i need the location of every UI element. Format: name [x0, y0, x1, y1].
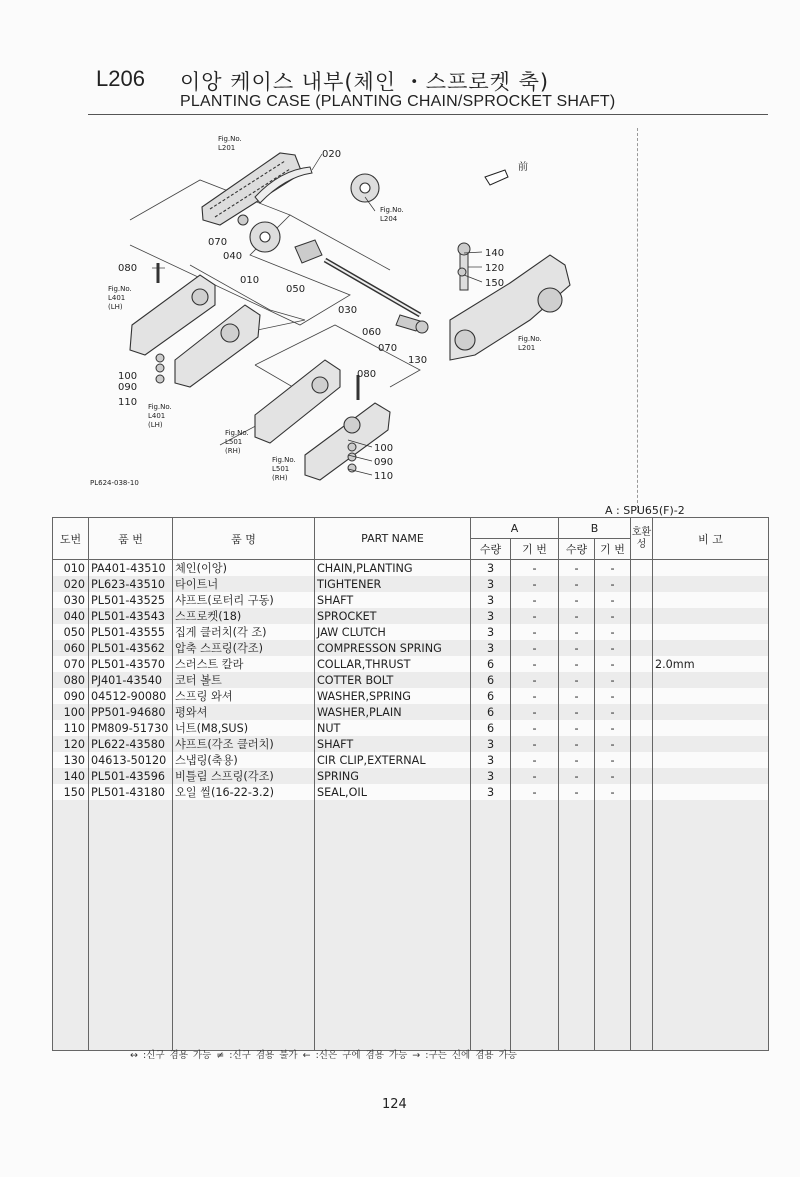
label-060: 060 — [362, 327, 382, 338]
cell-serial-b: - — [595, 640, 631, 656]
empty-cell — [315, 800, 471, 1051]
cell-qty-b: - — [559, 608, 595, 624]
cell-ref: 150 — [53, 784, 89, 800]
cell-swap — [631, 560, 653, 577]
empty-cell — [53, 800, 89, 1051]
drawing-code: PL624-038-10 — [90, 479, 139, 487]
cell-serial-b: - — [595, 704, 631, 720]
front-direction-arrow — [485, 170, 508, 185]
title-divider — [88, 114, 768, 115]
label-080-right: 080 — [357, 369, 377, 380]
figref-l201-top-a: Fig.No. — [218, 135, 242, 143]
drive-sprocket — [250, 222, 280, 252]
cell-serial-b: - — [595, 592, 631, 608]
cell-remarks — [653, 640, 769, 656]
cell-serial-a: - — [511, 608, 559, 624]
cell-qty-b: - — [559, 688, 595, 704]
cell-name-ko: 체인(이앙) — [173, 560, 315, 577]
cell-name-ko: 비틀림 스프링(각조) — [173, 768, 315, 784]
cell-qty-a: 6 — [471, 656, 511, 672]
table-row — [53, 576, 769, 592]
label-100-right: 100 — [374, 443, 394, 454]
table-row — [53, 736, 769, 752]
cell-name-ko: 샤프트(각조 클러치) — [173, 736, 315, 752]
cell-qty-a: 3 — [471, 752, 511, 768]
figref-l501a-c: (RH) — [225, 447, 241, 455]
label-090-right: 090 — [374, 457, 394, 468]
cell-swap — [631, 752, 653, 768]
cell-part-name: WASHER,SPRING — [315, 688, 471, 704]
cell-serial-b: - — [595, 672, 631, 688]
cell-remarks — [653, 752, 769, 768]
figref-l501b-a: Fig.No. — [272, 456, 296, 464]
table-row — [53, 704, 769, 720]
section-code: L206 — [96, 66, 145, 91]
figref-l201-right-a: Fig.No. — [518, 335, 542, 343]
label-020: 020 — [322, 149, 342, 160]
cell-remarks — [653, 560, 769, 577]
cell-name-ko: 스프링 와셔 — [173, 688, 315, 704]
cell-qty-b: - — [559, 656, 595, 672]
cell-serial-a: - — [511, 576, 559, 592]
cell-ref: 080 — [53, 672, 89, 688]
cell-ref: 140 — [53, 768, 89, 784]
header-serial-a: 기 번 — [511, 539, 559, 560]
label-030: 030 — [338, 305, 358, 316]
cell-part-name: COLLAR,THRUST — [315, 656, 471, 672]
cell-remarks — [653, 688, 769, 704]
label-050: 050 — [286, 284, 306, 295]
cell-part-no: PJ401-43540 — [89, 672, 173, 688]
collar-washer — [238, 215, 248, 225]
cell-serial-b: - — [595, 688, 631, 704]
cell-qty-a: 3 — [471, 576, 511, 592]
label-110-left: 110 — [118, 397, 138, 408]
figref-l204-a: Fig.No. — [380, 206, 404, 214]
cell-qty-b: - — [559, 672, 595, 688]
cell-serial-b: - — [595, 736, 631, 752]
cell-remarks — [653, 592, 769, 608]
cell-remarks — [653, 608, 769, 624]
cell-ref: 070 — [53, 656, 89, 672]
cell-part-no: PL501-43596 — [89, 768, 173, 784]
cell-serial-a: - — [511, 672, 559, 688]
empty-cell — [173, 800, 315, 1051]
cell-serial-a: - — [511, 768, 559, 784]
empty-cell — [511, 800, 559, 1051]
table-header-row-1 — [53, 518, 769, 539]
cell-part-no: PL623-43510 — [89, 576, 173, 592]
cell-swap — [631, 608, 653, 624]
cell-swap — [631, 672, 653, 688]
cell-qty-a: 3 — [471, 768, 511, 784]
cell-ref: 040 — [53, 608, 89, 624]
left-chain-case — [130, 275, 260, 387]
cell-part-name: SEAL,OIL — [315, 784, 471, 800]
figref-l501b-c: (RH) — [272, 474, 288, 482]
thrust-collar — [416, 321, 428, 333]
front-direction-mark: 前 — [518, 162, 528, 173]
cell-part-name: SHAFT — [315, 736, 471, 752]
oil-seal — [458, 268, 466, 276]
cell-part-no: PM809-51730 — [89, 720, 173, 736]
label-070-upper: 070 — [208, 237, 228, 248]
cell-qty-a: 3 — [471, 560, 511, 577]
cell-qty-a: 3 — [471, 784, 511, 800]
figref-l401b-c: (LH) — [148, 421, 163, 429]
cell-part-name: TIGHTENER — [315, 576, 471, 592]
figref-l501a-a: Fig.No. — [225, 429, 249, 437]
cell-qty-a: 3 — [471, 640, 511, 656]
cell-qty-a: 3 — [471, 592, 511, 608]
table-row — [53, 592, 769, 608]
cell-name-ko: 오일 씰(16-22-3.2) — [173, 784, 315, 800]
label-010: 010 — [240, 275, 260, 286]
table-row — [53, 560, 769, 577]
table-empty-space — [53, 800, 769, 1051]
table-row — [53, 784, 769, 800]
cell-qty-b: - — [559, 720, 595, 736]
cell-qty-b: - — [559, 576, 595, 592]
cell-serial-b: - — [595, 656, 631, 672]
cell-remarks — [653, 768, 769, 784]
header-name-ko: 품 명 — [173, 518, 315, 560]
cell-part-name: NUT — [315, 720, 471, 736]
figref-l401a-c: (LH) — [108, 303, 123, 311]
label-140: 140 — [485, 248, 505, 259]
label-150: 150 — [485, 278, 505, 289]
cell-serial-a: - — [511, 784, 559, 800]
cell-remarks — [653, 736, 769, 752]
cell-part-name: WASHER,PLAIN — [315, 704, 471, 720]
cell-swap — [631, 704, 653, 720]
header-part-no: 품 번 — [89, 518, 173, 560]
figref-l401b-b: L401 — [148, 412, 166, 420]
cell-part-no: PL501-43543 — [89, 608, 173, 624]
parts-table-body — [53, 560, 769, 1051]
cell-qty-a: 3 — [471, 608, 511, 624]
cell-ref: 050 — [53, 624, 89, 640]
empty-cell — [595, 800, 631, 1051]
cell-serial-a: - — [511, 704, 559, 720]
header-remarks: 비 고 — [653, 518, 769, 560]
cell-name-ko: 집게 클러치(각 조) — [173, 624, 315, 640]
cell-remarks — [653, 624, 769, 640]
cell-serial-a: - — [511, 656, 559, 672]
cell-part-no: PL501-43570 — [89, 656, 173, 672]
label-100-left: 100 — [118, 371, 138, 382]
cell-ref: 010 — [53, 560, 89, 577]
cell-swap — [631, 720, 653, 736]
table-row — [53, 656, 769, 672]
cell-serial-b: - — [595, 624, 631, 640]
label-110-right: 110 — [374, 471, 394, 482]
cell-swap — [631, 736, 653, 752]
label-120: 120 — [485, 263, 505, 274]
cell-ref: 060 — [53, 640, 89, 656]
cell-qty-a: 6 — [471, 720, 511, 736]
table-row — [53, 688, 769, 704]
cell-name-ko: 타이트너 — [173, 576, 315, 592]
empty-cell — [471, 800, 511, 1051]
cell-serial-b: - — [595, 784, 631, 800]
cell-serial-a: - — [511, 624, 559, 640]
cell-qty-b: - — [559, 560, 595, 577]
cell-ref: 100 — [53, 704, 89, 720]
cell-part-name: SPROCKET — [315, 608, 471, 624]
cell-remarks — [653, 704, 769, 720]
cell-serial-b: - — [595, 768, 631, 784]
figref-l204-b: L204 — [380, 215, 398, 223]
cell-part-no: PL501-43180 — [89, 784, 173, 800]
table-row — [53, 672, 769, 688]
figref-l401a-a: Fig.No. — [108, 285, 132, 293]
cell-serial-a: - — [511, 736, 559, 752]
compatibility-legend: ↔ :신구 겸용 가능 ≠ :신구 겸용 불가 ← :신은 구에 겸용 가능 → :구는 신에 겸용 가능 — [130, 1050, 517, 1061]
cell-serial-b: - — [595, 608, 631, 624]
cell-part-name: COTTER BOLT — [315, 672, 471, 688]
empty-cell — [653, 800, 769, 1051]
cell-qty-b: - — [559, 592, 595, 608]
header-qty-a: 수량 — [471, 539, 511, 560]
label-130: 130 — [408, 355, 428, 366]
label-080-left: 080 — [118, 263, 138, 274]
cell-name-ko: 스냅링(축용) — [173, 752, 315, 768]
cell-qty-b: - — [559, 624, 595, 640]
cell-qty-a: 3 — [471, 624, 511, 640]
cell-part-no: PL622-43580 — [89, 736, 173, 752]
cell-part-no: PL501-43555 — [89, 624, 173, 640]
cell-serial-a: - — [511, 560, 559, 577]
figref-l501a-b: L501 — [225, 438, 243, 446]
figref-l201-right-b: L201 — [518, 344, 536, 352]
cell-serial-a: - — [511, 688, 559, 704]
cell-qty-b: - — [559, 768, 595, 784]
cell-qty-b: - — [559, 752, 595, 768]
empty-cell — [631, 800, 653, 1051]
cell-part-name: SHAFT — [315, 592, 471, 608]
cell-swap — [631, 624, 653, 640]
table-row — [53, 608, 769, 624]
cell-swap — [631, 576, 653, 592]
model-designation: A : SPU65(F)-2 — [605, 504, 685, 517]
cell-ref: 030 — [53, 592, 89, 608]
cell-name-ko: 코터 볼트 — [173, 672, 315, 688]
cell-name-ko: 너트(M8,SUS) — [173, 720, 315, 736]
cell-name-ko: 평와셔 — [173, 704, 315, 720]
cell-part-no: 04613-50120 — [89, 752, 173, 768]
cell-part-name: COMPRESSON SPRING — [315, 640, 471, 656]
cell-swap — [631, 784, 653, 800]
cell-serial-b: - — [595, 560, 631, 577]
header-qty-b: 수량 — [559, 539, 595, 560]
cell-qty-b: - — [559, 704, 595, 720]
cell-part-name: CIR CLIP,EXTERNAL — [315, 752, 471, 768]
cell-name-ko: 압축 스프링(각조) — [173, 640, 315, 656]
header-ref: 도번 — [53, 518, 89, 560]
cell-swap — [631, 656, 653, 672]
cell-part-no: PP501-94680 — [89, 704, 173, 720]
table-row — [53, 768, 769, 784]
cell-serial-b: - — [595, 720, 631, 736]
empty-cell — [559, 800, 595, 1051]
cell-qty-b: - — [559, 784, 595, 800]
cell-part-no: PL501-43562 — [89, 640, 173, 656]
cell-swap — [631, 688, 653, 704]
label-040: 040 — [223, 251, 243, 262]
figref-l201-top-b: L201 — [218, 144, 236, 152]
cell-part-no: PL501-43525 — [89, 592, 173, 608]
cell-part-name: SPRING — [315, 768, 471, 784]
header-part-name: PART NAME — [315, 518, 471, 560]
figref-l401a-b: L401 — [108, 294, 126, 302]
page-title-korean: 이앙 케이스 내부(체인 ・스프로켓 축) — [180, 70, 550, 94]
header-swap: 호환성 — [631, 518, 653, 560]
cell-qty-b: - — [559, 736, 595, 752]
table-row — [53, 624, 769, 640]
cell-swap — [631, 592, 653, 608]
table-row — [53, 640, 769, 656]
torsion-spring — [458, 243, 470, 255]
header-group-b: B — [559, 518, 631, 539]
cell-ref: 020 — [53, 576, 89, 592]
cell-part-no: 04512-90080 — [89, 688, 173, 704]
figref-l401b-a: Fig.No. — [148, 403, 172, 411]
cell-remarks — [653, 672, 769, 688]
cell-name-ko: 샤프트(로터리 구동) — [173, 592, 315, 608]
jaw-clutch-part — [295, 240, 322, 263]
cell-ref: 130 — [53, 752, 89, 768]
cell-swap — [631, 640, 653, 656]
cell-qty-a: 3 — [471, 736, 511, 752]
cell-remarks — [653, 784, 769, 800]
table-row — [53, 752, 769, 768]
cell-remarks — [653, 720, 769, 736]
cell-serial-a: - — [511, 720, 559, 736]
parts-table — [52, 517, 769, 1051]
cell-ref: 090 — [53, 688, 89, 704]
cell-name-ko: 스프로켓(18) — [173, 608, 315, 624]
cell-serial-a: - — [511, 752, 559, 768]
label-070-lower: 070 — [378, 343, 398, 354]
cell-remarks — [653, 576, 769, 592]
cell-serial-a: - — [511, 592, 559, 608]
cell-serial-a: - — [511, 640, 559, 656]
cell-qty-b: - — [559, 640, 595, 656]
cell-name-ko: 스러스트 칼라 — [173, 656, 315, 672]
header-group-a: A — [471, 518, 559, 539]
upper-sprocket — [351, 174, 379, 202]
cell-serial-b: - — [595, 576, 631, 592]
header-serial-b: 기 번 — [595, 539, 631, 560]
page-title-english: PLANTING CASE (PLANTING CHAIN/SPROCKET SHAFT) — [180, 93, 616, 110]
cell-part-no: PA401-43510 — [89, 560, 173, 577]
cell-ref: 110 — [53, 720, 89, 736]
table-row — [53, 720, 769, 736]
cell-part-name: CHAIN,PLANTING — [315, 560, 471, 577]
cell-serial-b: - — [595, 752, 631, 768]
exploded-parts-diagram — [90, 125, 640, 495]
page-number: 124 — [382, 1097, 407, 1112]
cell-qty-a: 6 — [471, 672, 511, 688]
cell-remarks: 2.0mm — [653, 656, 769, 672]
cell-qty-a: 6 — [471, 688, 511, 704]
empty-cell — [89, 800, 173, 1051]
label-090-left: 090 — [118, 382, 138, 393]
cell-part-name: JAW CLUTCH — [315, 624, 471, 640]
cell-ref: 120 — [53, 736, 89, 752]
cell-qty-a: 6 — [471, 704, 511, 720]
cell-swap — [631, 768, 653, 784]
figref-l501b-b: L501 — [272, 465, 290, 473]
